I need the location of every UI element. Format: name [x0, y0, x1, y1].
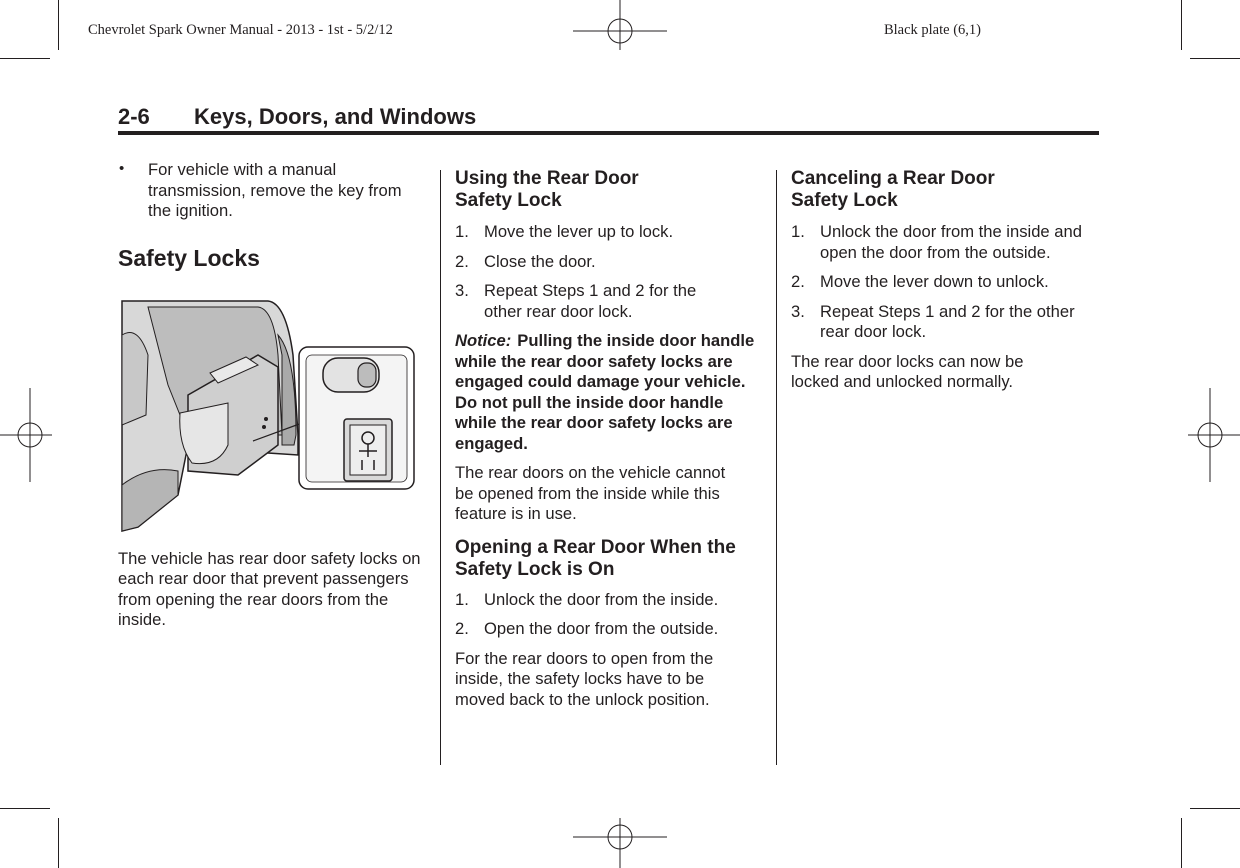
- step-text: Repeat Steps 1 and 2 for the other rear door lock.: [484, 281, 697, 321]
- step-text: Unlock the door from the inside.: [484, 589, 719, 609]
- body-paragraph: The rear doors on the vehicle cannot be opened from the inside while this feature is in use.: [455, 463, 726, 523]
- step-number: 2.: [791, 272, 805, 291]
- list-item: [455, 222, 765, 243]
- crop-mark: [1190, 58, 1240, 59]
- notice-label: Notice:: [455, 331, 512, 350]
- registration-mark-left: [0, 388, 70, 482]
- notice: [455, 331, 755, 454]
- subheading-using-lock: Using the Rear Door Safety Lock: [455, 168, 639, 211]
- crop-mark: [1190, 808, 1240, 809]
- door-lock-illustration: [118, 295, 416, 537]
- column-1: [118, 160, 428, 631]
- step-text: Unlock the door from the inside and open the door from the outside.: [820, 222, 1082, 262]
- slug-left: Chevrolet Spark Owner Manual - 2013 - 1st - 5/2/12: [88, 22, 393, 38]
- step-number: 1.: [791, 222, 805, 241]
- step-number: 2.: [455, 619, 469, 638]
- subheading-canceling-lock: Canceling a Rear Door Safety Lock: [791, 168, 995, 211]
- crop-mark: [58, 818, 59, 868]
- step-text: Move the lever down to unlock.: [820, 272, 1049, 291]
- notice-text: Pulling the inside door handle while the rear door safety locks are engaged could damage your vehicle. Do not pull the inside door handle while the rear door safety locks are engaged.: [455, 331, 755, 453]
- bullet-text: For vehicle with a manual transmission, remove the key from the ignition.: [148, 160, 402, 220]
- subheading-opening-door: Opening a Rear Door When the Safety Lock is On: [455, 536, 736, 580]
- step-text: Open the door from the outside.: [484, 619, 719, 638]
- crop-mark: [0, 58, 50, 59]
- section-title: Keys, Doors, and Windows: [194, 104, 477, 129]
- list-item: [791, 272, 1101, 293]
- steps-list: [455, 590, 765, 640]
- step-number: 1.: [455, 222, 469, 241]
- crop-mark: [58, 0, 59, 50]
- steps-list: [455, 222, 765, 322]
- step-text: Move the lever up to lock.: [484, 222, 674, 241]
- column-2: [455, 168, 765, 710]
- list-item: [455, 252, 765, 273]
- list-item: [455, 590, 765, 611]
- safety-lock-illustration: [118, 295, 416, 537]
- crop-mark: [0, 808, 50, 809]
- step-text: Close the door.: [484, 251, 596, 271]
- bullet-icon: •: [119, 160, 125, 177]
- step-number: 1.: [455, 589, 469, 609]
- registration-mark-top: [573, 0, 667, 70]
- bullet-item: [118, 160, 418, 222]
- page-number: 2-6: [118, 104, 150, 129]
- crop-mark: [1181, 0, 1182, 50]
- column-divider: [776, 170, 777, 765]
- list-item: [791, 302, 1100, 343]
- steps-list: [791, 222, 1101, 343]
- registration-mark-bottom: [573, 818, 667, 868]
- step-number: 3.: [455, 281, 469, 300]
- section-heading: Safety Locks: [118, 244, 260, 271]
- crop-mark: [1181, 818, 1182, 868]
- running-head: [118, 104, 476, 130]
- list-item: [455, 619, 765, 640]
- registration-mark-right: [1170, 388, 1240, 482]
- list-item: [455, 281, 734, 322]
- column-3: [791, 168, 1101, 393]
- slug-right: Black plate (6,1): [883, 22, 981, 38]
- step-number: 3.: [791, 301, 805, 321]
- step-number: 2.: [455, 251, 469, 271]
- step-text: Repeat Steps 1 and 2 for the other rear door lock.: [820, 301, 1075, 341]
- column-divider: [440, 170, 441, 765]
- header-rule: [118, 131, 1099, 135]
- list-item: [791, 222, 1116, 263]
- body-paragraph: For the rear doors to open from the inside, the safety locks have to be moved back to the unlock position.: [455, 648, 714, 709]
- body-paragraph: The rear door locks can now be locked and unlocked normally.: [791, 351, 1024, 391]
- body-paragraph: The vehicle has rear door safety locks on each rear door that prevent passengers from opening the rear doors from the inside.: [118, 548, 421, 629]
